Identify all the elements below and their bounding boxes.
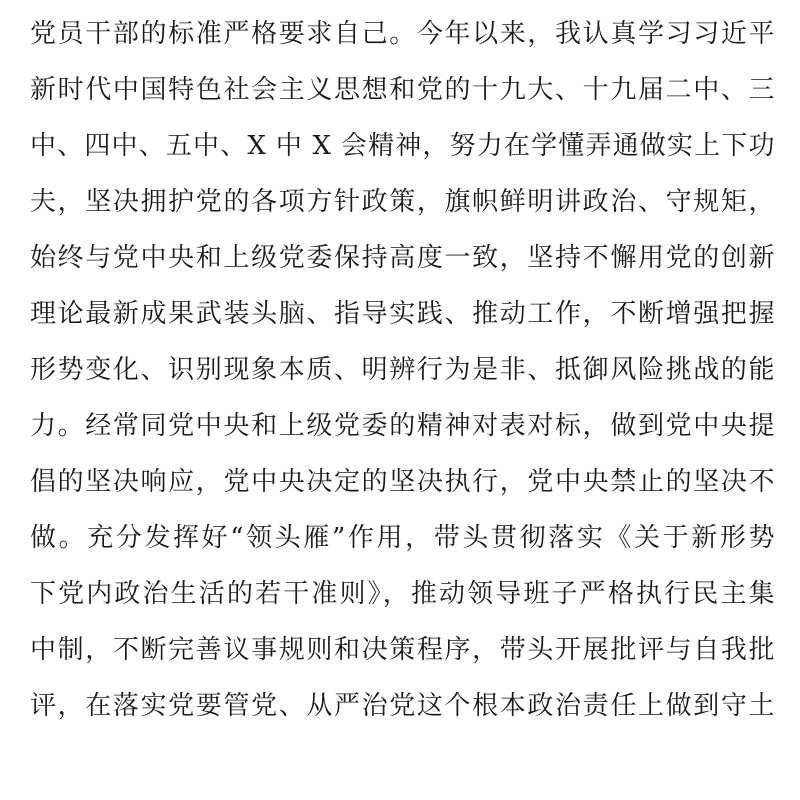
text-line-9: 倡的坚决响应，党中央决定的坚决执行，党中央禁止的坚决不 xyxy=(30,467,775,497)
text-line-3: 中、四中、五中、X 中 X 会精神，努力在学懂弄通做实上下功 xyxy=(30,131,775,161)
text-line-7: 形势变化、识别现象本质、明辨行为是非、抵御风险挑战的能 xyxy=(30,355,775,385)
text-line-10: 做。充分发挥好“领头雁”作用，带头贯彻落实《关于新形势 xyxy=(30,523,775,553)
text-line-6: 理论最新成果武装头脑、指导实践、推动工作，不断增强把握 xyxy=(30,299,775,329)
text-line-2: 新时代中国特色社会主义思想和党的十九大、十九届二中、三 xyxy=(30,75,775,105)
text-line-4: 夫，坚决拥护党的各项方针政策，旗帜鲜明讲政治、守规矩， xyxy=(30,187,775,217)
text-line-12: 中制，不断完善议事规则和决策程序，带头开展批评与自我批 xyxy=(30,635,775,665)
text-line-11: 下党内政治生活的若干准则》，推动领导班子严格执行民主集 xyxy=(30,579,775,609)
text-line-5: 始终与党中央和上级党委保持高度一致，坚持不懈用党的创新 xyxy=(30,243,775,273)
text-line-8: 力。经常同党中央和上级党委的精神对表对标，做到党中央提 xyxy=(30,411,775,441)
text-line-13: 评，在落实党要管党、从严治党这个根本政治责任上做到守土 xyxy=(30,691,775,721)
text-line-1: 党员干部的标准严格要求自己。今年以来，我认真学习习近平 xyxy=(30,19,775,49)
